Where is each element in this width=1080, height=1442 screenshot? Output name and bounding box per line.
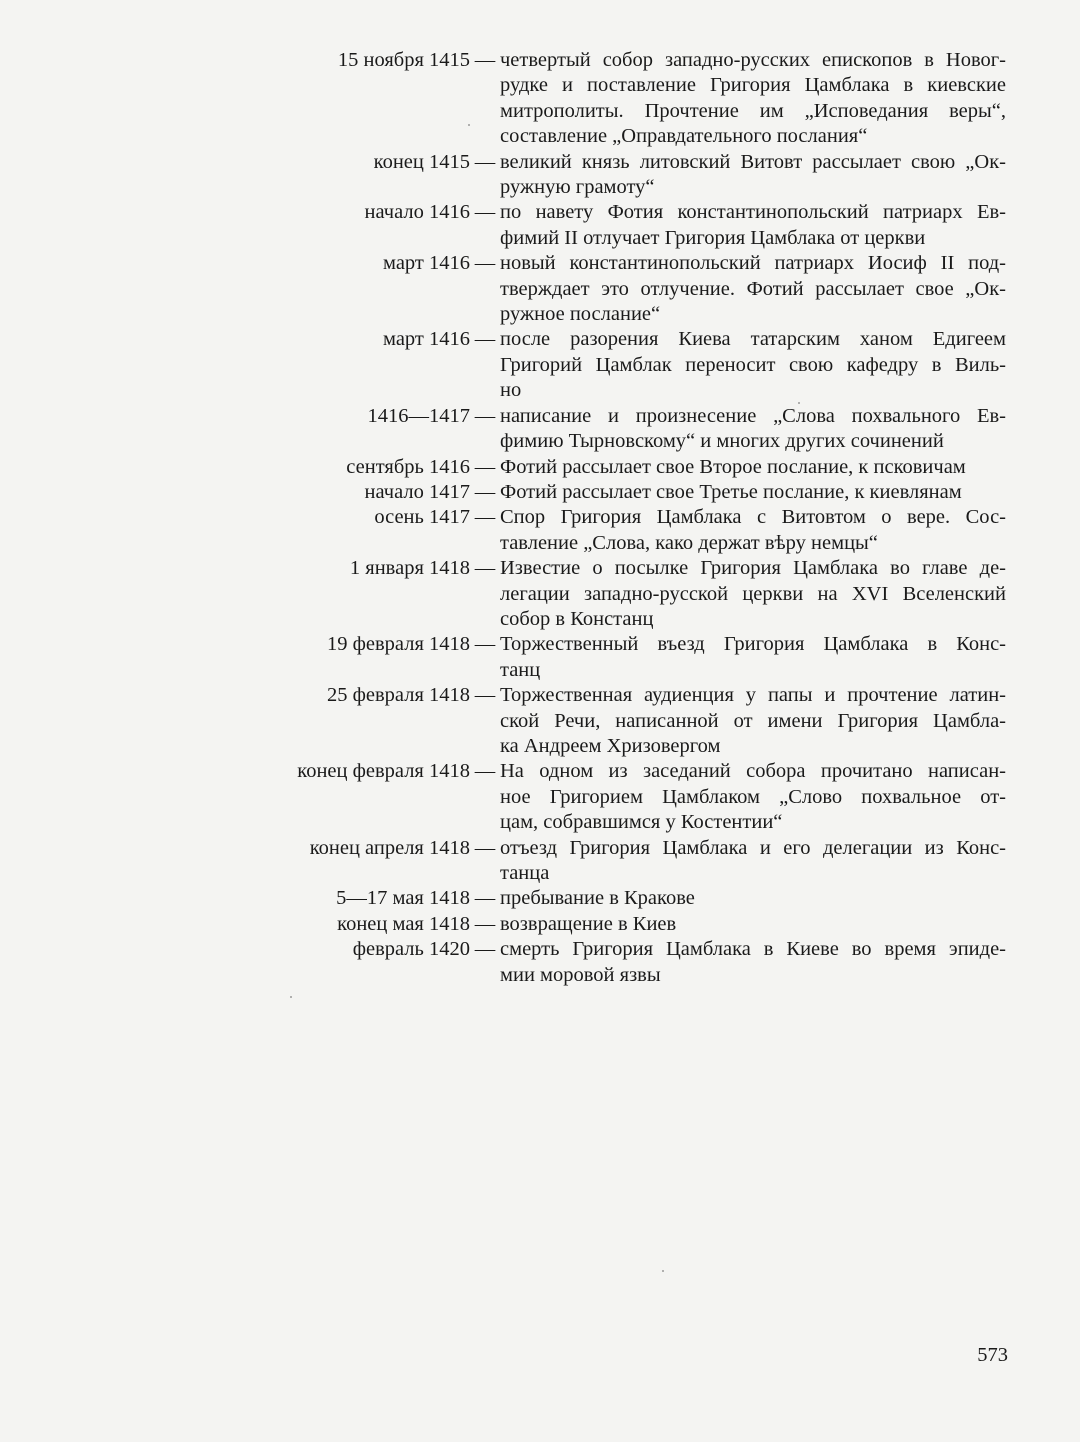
entry-line: легации западно-русской церкви на XVI Вселенский — [500, 582, 1006, 605]
entry-line: митрополиты. Прочтение им „Исповедания веры“, — [500, 99, 1006, 122]
entry-description — [500, 556, 1006, 632]
entry-dash: — — [474, 938, 496, 961]
entry-description — [500, 251, 1006, 327]
chronology-entry — [250, 404, 1006, 455]
entry-dash: — — [474, 760, 496, 783]
entry-line: написание и произнесение „Слова похвального Ев- — [500, 404, 1006, 427]
entry-line: Григорий Цамблак переносит свою кафедру в Виль- — [500, 353, 1006, 376]
entry-line: собор в Констанц — [500, 607, 654, 630]
scan-speck — [468, 124, 470, 126]
entry-line: Известие о посылке Григория Цамблака во главе де- — [500, 557, 1006, 580]
entry-line: Торжественный въезд Григория Цамблака в Конс- — [500, 633, 1006, 656]
entry-dash: — — [474, 836, 496, 859]
entry-line: ка Андреем Хризовергом — [500, 734, 721, 757]
entry-date: начало 1416 — [364, 201, 470, 224]
entry-line: Фотий рассылает свое Третье послание, к киевлянам — [500, 480, 962, 503]
entry-line: отъезд Григория Цамблака и его делегации из Конс- — [500, 836, 1006, 859]
entry-dash: — — [474, 912, 496, 935]
entry-description — [500, 455, 1006, 480]
entry-line: фимию Тырновскому“ и многих других сочинений — [500, 430, 944, 453]
scan-speck — [662, 1270, 664, 1272]
entry-description — [500, 759, 1006, 835]
entry-line: рудке и поставление Григория Цамблака в киевские — [500, 74, 1006, 97]
chronology-entry — [250, 836, 1006, 887]
entry-description — [500, 886, 1006, 911]
entry-line: тавление „Слова, како держат вѣру немцы“ — [500, 531, 878, 554]
entry-date: конец 1415 — [373, 150, 470, 173]
entry-description — [500, 150, 1006, 201]
entry-line: после разорения Киева татарским ханом Едигеем — [500, 328, 1006, 351]
scan-speck — [290, 996, 292, 998]
entry-date: конец мая 1418 — [337, 912, 470, 935]
chronology-list — [250, 48, 1006, 988]
entry-date: февраль 1420 — [352, 938, 470, 961]
entry-description — [500, 327, 1006, 403]
entry-date: 1416—1417 — [367, 404, 470, 427]
entry-date: 15 ноября 1415 — [337, 49, 470, 71]
entry-line: Фотий рассылает свое Второе послание, к псковичам — [500, 455, 966, 478]
entry-line: по навету Фотия константинопольский патриарх Ев- — [500, 201, 1006, 224]
entry-date: 5—17 мая 1418 — [336, 887, 470, 910]
chronology-entry — [250, 556, 1006, 632]
entry-dash: — — [474, 557, 496, 580]
chronology-entry — [250, 937, 1006, 988]
chronology-entry — [250, 632, 1006, 683]
chronology-entry — [250, 327, 1006, 403]
entry-date: 1 января 1418 — [349, 557, 470, 580]
chronology-entry — [250, 912, 1006, 937]
entry-line: танца — [500, 862, 550, 884]
entry-line: ружную грамоту“ — [500, 176, 655, 199]
entry-line: ружное послание“ — [500, 303, 661, 326]
entry-line: ской Речи, написанной от имени Григория Цамбла- — [500, 709, 1006, 732]
chronology-entry — [250, 759, 1006, 835]
chronology-entry — [250, 480, 1006, 505]
entry-dash: — — [474, 201, 496, 224]
entry-line: смерть Григория Цамблака в Киеве во время эпиде- — [500, 938, 1006, 961]
entry-line: фимий II отлучает Григория Цамблака от церкви — [500, 226, 926, 249]
entry-description — [500, 480, 1006, 505]
chronology-entry — [250, 150, 1006, 201]
entry-date: сентябрь 1416 — [346, 455, 470, 478]
scan-speck — [798, 402, 800, 404]
page-number: 573 — [977, 1344, 1008, 1366]
entry-dash: — — [474, 404, 496, 427]
chronology-entry — [250, 251, 1006, 327]
entry-description — [500, 200, 1006, 251]
entry-line: На одном из заседаний собора прочитано написан- — [500, 760, 1006, 783]
entry-date: март 1416 — [383, 252, 470, 275]
entry-dash: — — [474, 252, 496, 275]
entry-dash: — — [474, 150, 496, 173]
entry-line: цам, собравшимся у Костентии“ — [500, 811, 783, 834]
entry-description — [500, 683, 1006, 759]
entry-line: тверждает это отлучение. Фотий рассылает свое „Ок- — [500, 277, 1006, 300]
entry-line: пребывание в Кракове — [500, 887, 695, 910]
entry-line: но — [500, 379, 522, 402]
entry-line: мии моровой язвы — [500, 963, 661, 986]
entry-date: март 1416 — [383, 328, 470, 351]
entry-description — [500, 48, 1006, 150]
entry-date: конец апреля 1418 — [309, 836, 470, 859]
entry-dash: — — [474, 887, 496, 910]
entry-description — [500, 632, 1006, 683]
chronology-entry — [250, 683, 1006, 759]
entry-line: танц — [500, 658, 541, 681]
entry-dash: — — [474, 455, 496, 478]
chronology-entry — [250, 886, 1006, 911]
entry-line: ное Григорием Цамблаком „Слово похвальное от- — [500, 785, 1006, 808]
entry-line: Торжественная аудиенция у папы и прочтение латин- — [500, 684, 1006, 707]
entry-dash: — — [474, 633, 496, 656]
entry-dash: — — [474, 49, 496, 71]
entry-line: Спор Григория Цамблака с Витовтом о вере. Сос- — [500, 506, 1006, 529]
entry-description — [500, 912, 1006, 937]
entry-date: осень 1417 — [374, 506, 470, 529]
entry-line: великий князь литовский Витовт рассылает свою „Ок- — [500, 150, 1006, 173]
entry-date: 25 февраля 1418 — [327, 684, 470, 707]
entry-description — [500, 836, 1006, 887]
entry-line: составление „Оправдательного послания“ — [500, 125, 868, 148]
entry-line: новый константинопольский патриарх Иосиф II под- — [500, 252, 1006, 275]
entry-dash: — — [474, 480, 496, 503]
chronology-entry — [250, 505, 1006, 556]
entry-date: 19 февраля 1418 — [327, 633, 470, 656]
entry-line: возвращение в Киев — [500, 912, 677, 935]
entry-dash: — — [474, 506, 496, 529]
entry-line: четвертый собор западно-русских епископов в Новог- — [500, 49, 1006, 71]
entry-description — [500, 404, 1006, 455]
chronology-entry — [250, 455, 1006, 480]
chronology-entry — [250, 48, 1006, 150]
entry-description — [500, 505, 1006, 556]
entry-description — [500, 937, 1006, 988]
entry-date: конец февраля 1418 — [297, 760, 470, 783]
entry-date: начало 1417 — [364, 480, 470, 503]
entry-dash: — — [474, 328, 496, 351]
entry-dash: — — [474, 684, 496, 707]
chronology-entry — [250, 200, 1006, 251]
